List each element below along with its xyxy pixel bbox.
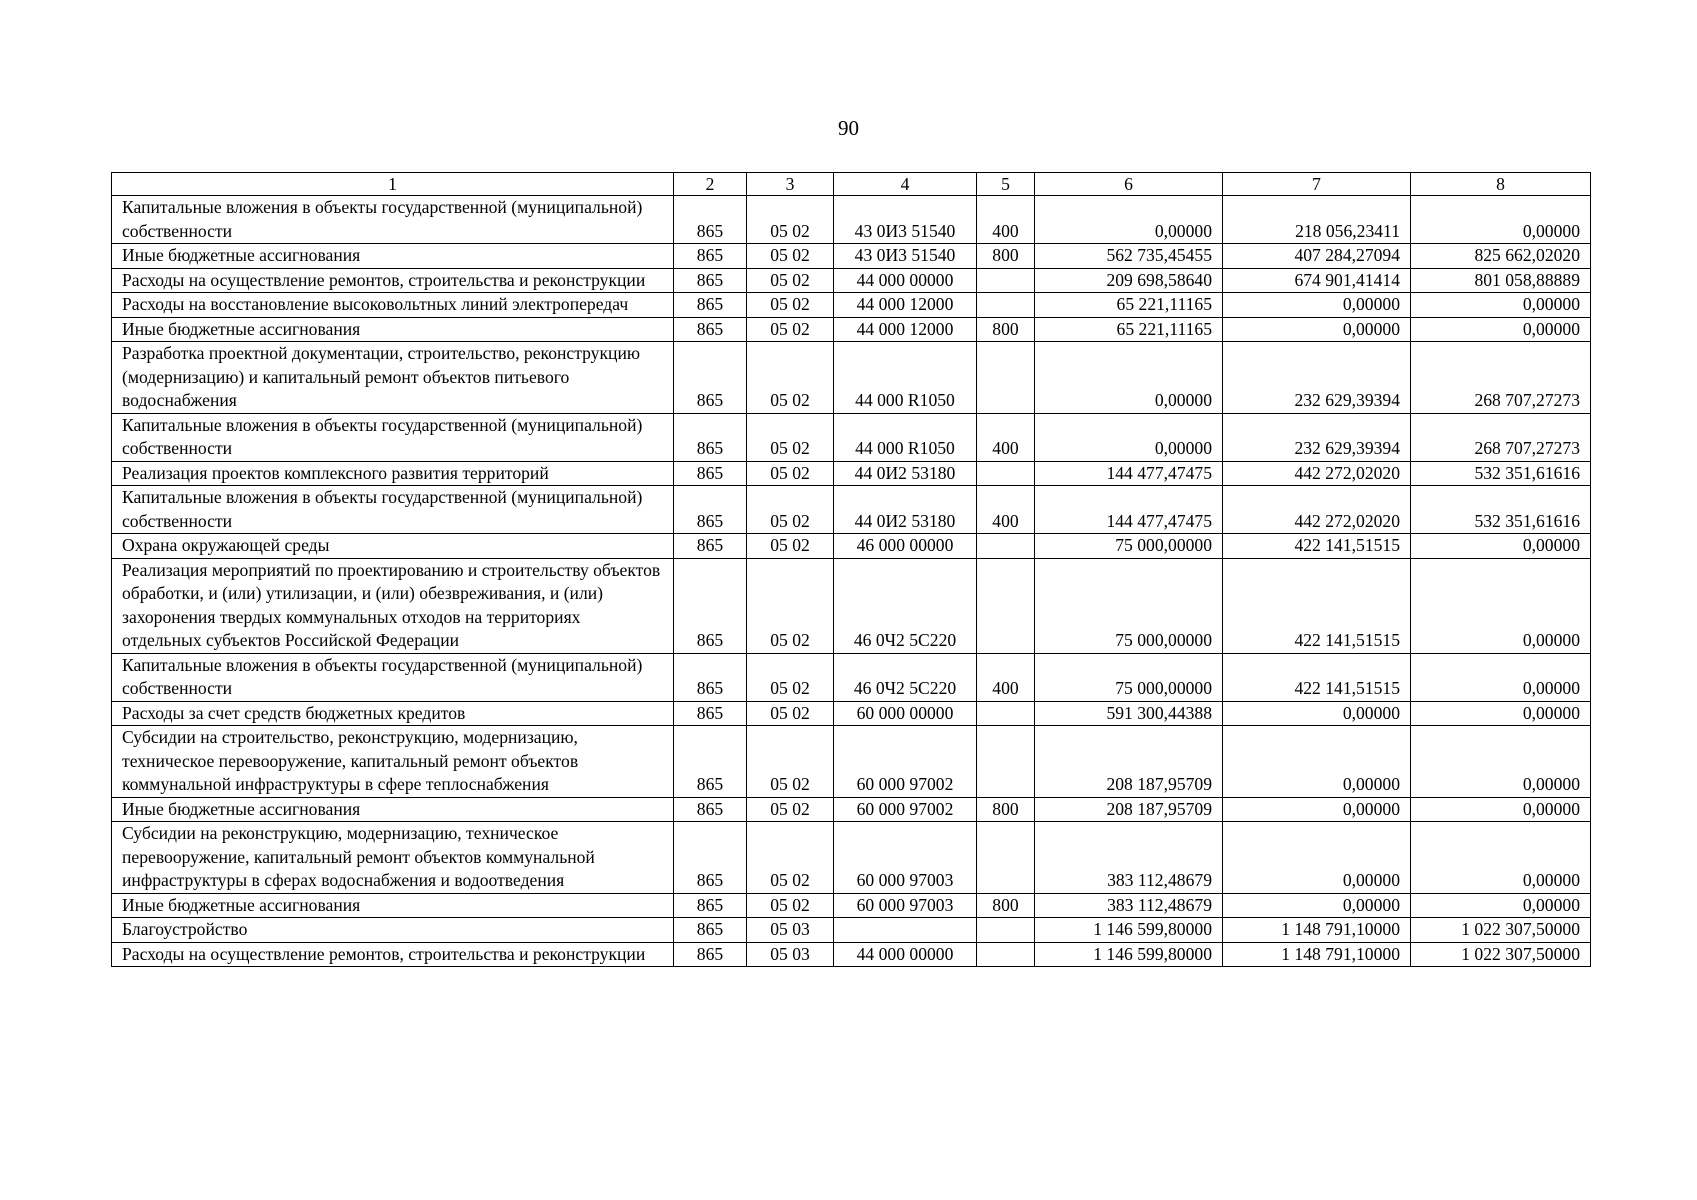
column-header: 6: [1035, 173, 1223, 196]
target-article-cell: 44 0И2 53180: [834, 486, 977, 534]
amount-col7-cell: 442 272,02020: [1223, 461, 1411, 486]
amount-col7-cell: 422 141,51515: [1223, 558, 1411, 653]
table-row: [112, 486, 1591, 534]
expense-name-cell: Расходы за счет средств бюджетных кредитов: [112, 701, 674, 726]
amount-col8-cell: 0,00000: [1411, 653, 1591, 701]
amount-col6-cell: 562 735,45455: [1035, 244, 1223, 269]
amount-col7-cell: 0,00000: [1223, 797, 1411, 822]
expense-name-cell: Капитальные вложения в объекты государственной (муниципальной) собственности: [112, 196, 674, 244]
target-article-cell: 43 0И3 51540: [834, 244, 977, 269]
expense-name-cell: Благоустройство: [112, 918, 674, 943]
section-code-cell: 05 02: [747, 196, 834, 244]
expense-type-cell: [977, 293, 1035, 318]
table-row: [112, 244, 1591, 269]
column-header: 8: [1411, 173, 1591, 196]
section-code-cell: 05 02: [747, 413, 834, 461]
target-article-cell: 60 000 00000: [834, 701, 977, 726]
amount-col6-cell: 208 187,95709: [1035, 797, 1223, 822]
expense-name-cell: Реализация мероприятий по проектированию и строительству объектов обработки, и (или) утилизации, и (или) обезвреживания, и (или) захоронения твердых коммунальных отходов на территориях отдельных субъектов Российской Федерации: [112, 558, 674, 653]
expense-name-cell: Расходы на восстановление высоковольтных линий электропередач: [112, 293, 674, 318]
expense-type-cell: 400: [977, 486, 1035, 534]
amount-col7-cell: 442 272,02020: [1223, 486, 1411, 534]
expense-name-cell: Иные бюджетные ассигнования: [112, 893, 674, 918]
amount-col7-cell: 218 056,23411: [1223, 196, 1411, 244]
ministry-code-cell: 865: [674, 268, 747, 293]
amount-col7-cell: 0,00000: [1223, 293, 1411, 318]
section-code-cell: 05 02: [747, 797, 834, 822]
section-code-cell: 05 02: [747, 534, 834, 559]
amount-col8-cell: 268 707,27273: [1411, 413, 1591, 461]
target-article-cell: [834, 918, 977, 943]
expense-name-cell: Реализация проектов комплексного развития территорий: [112, 461, 674, 486]
expense-name-cell: Иные бюджетные ассигнования: [112, 317, 674, 342]
target-article-cell: 60 000 97003: [834, 893, 977, 918]
section-code-cell: 05 02: [747, 558, 834, 653]
ministry-code-cell: 865: [674, 317, 747, 342]
table-row: [112, 893, 1591, 918]
amount-col8-cell: 268 707,27273: [1411, 342, 1591, 414]
section-code-cell: 05 02: [747, 317, 834, 342]
table-row: [112, 822, 1591, 894]
section-code-cell: 05 02: [747, 822, 834, 894]
table-row: [112, 653, 1591, 701]
ministry-code-cell: 865: [674, 918, 747, 943]
amount-col8-cell: 1 022 307,50000: [1411, 942, 1591, 967]
target-article-cell: 44 000 12000: [834, 317, 977, 342]
amount-col8-cell: 532 351,61616: [1411, 461, 1591, 486]
table-row: [112, 797, 1591, 822]
amount-col7-cell: 1 148 791,10000: [1223, 918, 1411, 943]
ministry-code-cell: 865: [674, 293, 747, 318]
amount-col6-cell: 0,00000: [1035, 342, 1223, 414]
expense-type-cell: 800: [977, 244, 1035, 269]
amount-col6-cell: 591 300,44388: [1035, 701, 1223, 726]
expense-type-cell: [977, 701, 1035, 726]
amount-col7-cell: 232 629,39394: [1223, 413, 1411, 461]
amount-col7-cell: 0,00000: [1223, 893, 1411, 918]
amount-col6-cell: 1 146 599,80000: [1035, 942, 1223, 967]
section-code-cell: 05 02: [747, 461, 834, 486]
target-article-cell: 60 000 97002: [834, 726, 977, 798]
amount-col8-cell: 1 022 307,50000: [1411, 918, 1591, 943]
column-header: 5: [977, 173, 1035, 196]
amount-col8-cell: 0,00000: [1411, 558, 1591, 653]
amount-col7-cell: 232 629,39394: [1223, 342, 1411, 414]
expense-type-cell: 800: [977, 797, 1035, 822]
target-article-cell: 44 000 R1050: [834, 413, 977, 461]
table-body: [112, 196, 1591, 967]
ministry-code-cell: 865: [674, 342, 747, 414]
amount-col7-cell: 674 901,41414: [1223, 268, 1411, 293]
amount-col7-cell: 407 284,27094: [1223, 244, 1411, 269]
ministry-code-cell: 865: [674, 893, 747, 918]
table-row: [112, 918, 1591, 943]
ministry-code-cell: 865: [674, 413, 747, 461]
amount-col8-cell: 0,00000: [1411, 797, 1591, 822]
section-code-cell: 05 02: [747, 244, 834, 269]
amount-col6-cell: 65 221,11165: [1035, 293, 1223, 318]
ministry-code-cell: 865: [674, 196, 747, 244]
expense-type-cell: 400: [977, 196, 1035, 244]
table-row: [112, 342, 1591, 414]
table-row: [112, 293, 1591, 318]
target-article-cell: 46 000 00000: [834, 534, 977, 559]
table-row: [112, 413, 1591, 461]
expense-type-cell: [977, 534, 1035, 559]
section-code-cell: 05 02: [747, 653, 834, 701]
target-article-cell: 44 000 00000: [834, 268, 977, 293]
table-row: [112, 196, 1591, 244]
expense-type-cell: [977, 342, 1035, 414]
amount-col6-cell: 0,00000: [1035, 413, 1223, 461]
column-header: 1: [112, 173, 674, 196]
ministry-code-cell: 865: [674, 534, 747, 559]
expense-type-cell: 800: [977, 893, 1035, 918]
expense-name-cell: Охрана окружающей среды: [112, 534, 674, 559]
table-row: [112, 726, 1591, 798]
expense-name-cell: Субсидии на реконструкцию, модернизацию, техническое перевооружение, капитальный ремонт объектов коммунальной инфраструктуры в сферах водоснабжения и водоотведения: [112, 822, 674, 894]
table-row: [112, 558, 1591, 653]
expense-type-cell: [977, 822, 1035, 894]
target-article-cell: 46 0Ч2 5С220: [834, 653, 977, 701]
expense-name-cell: Субсидии на строительство, реконструкцию, модернизацию, техническое перевооружение, капитальный ремонт объектов коммунальной инфраструктуры в сфере теплоснабжения: [112, 726, 674, 798]
table-row: [112, 942, 1591, 967]
amount-col7-cell: 0,00000: [1223, 726, 1411, 798]
amount-col6-cell: 383 112,48679: [1035, 822, 1223, 894]
column-header: 7: [1223, 173, 1411, 196]
amount-col6-cell: 75 000,00000: [1035, 653, 1223, 701]
expense-type-cell: [977, 461, 1035, 486]
ministry-code-cell: 865: [674, 461, 747, 486]
expense-name-cell: Расходы на осуществление ремонтов, строительства и реконструкции: [112, 268, 674, 293]
column-header: 3: [747, 173, 834, 196]
amount-col6-cell: 1 146 599,80000: [1035, 918, 1223, 943]
section-code-cell: 05 02: [747, 726, 834, 798]
target-article-cell: 60 000 97002: [834, 797, 977, 822]
expense-type-cell: [977, 558, 1035, 653]
expense-type-cell: 400: [977, 413, 1035, 461]
expense-name-cell: Капитальные вложения в объекты государственной (муниципальной) собственности: [112, 653, 674, 701]
amount-col8-cell: 825 662,02020: [1411, 244, 1591, 269]
amount-col7-cell: 0,00000: [1223, 317, 1411, 342]
amount-col8-cell: 0,00000: [1411, 701, 1591, 726]
amount-col8-cell: 0,00000: [1411, 196, 1591, 244]
expense-name-cell: Капитальные вложения в объекты государственной (муниципальной) собственности: [112, 486, 674, 534]
target-article-cell: 44 000 R1050: [834, 342, 977, 414]
header-row: [112, 173, 1591, 196]
expense-type-cell: [977, 918, 1035, 943]
amount-col7-cell: 0,00000: [1223, 822, 1411, 894]
amount-col6-cell: 65 221,11165: [1035, 317, 1223, 342]
table-row: [112, 534, 1591, 559]
amount-col8-cell: 801 058,88889: [1411, 268, 1591, 293]
amount-col8-cell: 0,00000: [1411, 534, 1591, 559]
ministry-code-cell: 865: [674, 701, 747, 726]
expense-name-cell: Иные бюджетные ассигнования: [112, 244, 674, 269]
ministry-code-cell: 865: [674, 942, 747, 967]
budget-table: [111, 172, 1591, 967]
target-article-cell: 46 0Ч2 5С220: [834, 558, 977, 653]
amount-col7-cell: 422 141,51515: [1223, 653, 1411, 701]
amount-col6-cell: 0,00000: [1035, 196, 1223, 244]
ministry-code-cell: 865: [674, 822, 747, 894]
section-code-cell: 05 02: [747, 486, 834, 534]
amount-col8-cell: 0,00000: [1411, 893, 1591, 918]
page-number: 90: [838, 116, 859, 140]
amount-col8-cell: 0,00000: [1411, 317, 1591, 342]
section-code-cell: 05 02: [747, 701, 834, 726]
amount-col6-cell: 209 698,58640: [1035, 268, 1223, 293]
table-row: [112, 317, 1591, 342]
section-code-cell: 05 02: [747, 268, 834, 293]
amount-col8-cell: 0,00000: [1411, 293, 1591, 318]
section-code-cell: 05 03: [747, 942, 834, 967]
table-row: [112, 701, 1591, 726]
target-article-cell: 44 000 12000: [834, 293, 977, 318]
expense-type-cell: 400: [977, 653, 1035, 701]
ministry-code-cell: 865: [674, 797, 747, 822]
expense-type-cell: 800: [977, 317, 1035, 342]
expense-name-cell: Расходы на осуществление ремонтов, строительства и реконструкции: [112, 942, 674, 967]
section-code-cell: 05 02: [747, 342, 834, 414]
section-code-cell: 05 03: [747, 918, 834, 943]
amount-col6-cell: 208 187,95709: [1035, 726, 1223, 798]
amount-col6-cell: 75 000,00000: [1035, 558, 1223, 653]
target-article-cell: 44 000 00000: [834, 942, 977, 967]
expense-name-cell: Капитальные вложения в объекты государственной (муниципальной) собственности: [112, 413, 674, 461]
ministry-code-cell: 865: [674, 653, 747, 701]
amount-col6-cell: 144 477,47475: [1035, 461, 1223, 486]
ministry-code-cell: 865: [674, 726, 747, 798]
amount-col8-cell: 532 351,61616: [1411, 486, 1591, 534]
amount-col8-cell: 0,00000: [1411, 726, 1591, 798]
amount-col6-cell: 383 112,48679: [1035, 893, 1223, 918]
ministry-code-cell: 865: [674, 244, 747, 269]
target-article-cell: 43 0И3 51540: [834, 196, 977, 244]
amount-col7-cell: 1 148 791,10000: [1223, 942, 1411, 967]
amount-col8-cell: 0,00000: [1411, 822, 1591, 894]
expense-type-cell: [977, 726, 1035, 798]
amount-col7-cell: 422 141,51515: [1223, 534, 1411, 559]
column-header: 2: [674, 173, 747, 196]
expense-name-cell: Иные бюджетные ассигнования: [112, 797, 674, 822]
target-article-cell: 60 000 97003: [834, 822, 977, 894]
amount-col7-cell: 0,00000: [1223, 701, 1411, 726]
ministry-code-cell: 865: [674, 486, 747, 534]
amount-col6-cell: 75 000,00000: [1035, 534, 1223, 559]
expense-type-cell: [977, 942, 1035, 967]
amount-col6-cell: 144 477,47475: [1035, 486, 1223, 534]
ministry-code-cell: 865: [674, 558, 747, 653]
table-row: [112, 461, 1591, 486]
section-code-cell: 05 02: [747, 893, 834, 918]
expense-name-cell: Разработка проектной документации, строительство, реконструкцию (модернизацию) и капитальный ремонт объектов питьевого водоснабжения: [112, 342, 674, 414]
section-code-cell: 05 02: [747, 293, 834, 318]
table-row: [112, 268, 1591, 293]
target-article-cell: 44 0И2 53180: [834, 461, 977, 486]
expense-type-cell: [977, 268, 1035, 293]
column-header: 4: [834, 173, 977, 196]
